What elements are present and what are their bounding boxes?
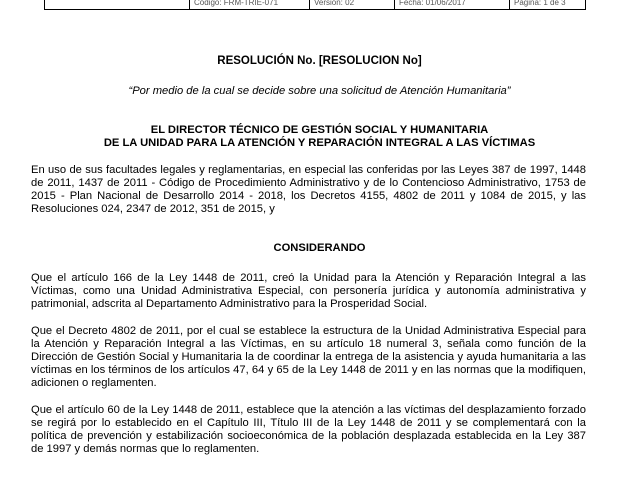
document-header-table	[44, 0, 586, 10]
director-heading	[31, 124, 586, 150]
facultades-paragraph: En uso de sus facultades legales y reglamentarias, en especial las conferidas por las Leyes 387 de 1997, 1448 de 2011, 1437 de 2011 - Código de Procedimiento Administrativo y de lo Contencioso Administrativo, 1753 de 2015 - Plan Nacional de Desarrollo 2014 - 2018, los Decretos 4155, 4802 de 2011 y 1084 de 2015, y las Resoluciones 024, 2347 de 2012, 351 de 2015, y	[31, 164, 586, 215]
considerando-paragraph: Que el Decreto 4802 de 2011, por el cual se establece la estructura de la Unidad Administrativa Especial para la Atención y Reparación Integral a las Víctimas, en su artículo 18 numeral 3, señala como función de la Dirección de Gestión Social y Humanitaria la de coordinar la entrega de la asistencia y ayuda humanitaria a las víctimas en los términos de los artículos 47, 64 y 65 de la Ley 1448 de 2011 y en las normas que la modifiquen, adicionen o reglamenten.	[31, 325, 586, 389]
header-cell-date: Fecha: 01/06/2017	[395, 0, 510, 9]
resolution-subtitle: “Por medio de la cual se decide sobre una solicitud de Atención Humanitaria”	[128, 85, 511, 97]
document-body	[31, 55, 586, 456]
header-cell-version: Versión: 02	[310, 0, 395, 9]
considerando-paragraph: Que el artículo 166 de la Ley 1448 de 2011, creó la Unidad para la Atención y Reparación Integral a las Víctimas, como una Unidad Administrativa Especial, con personería jurídica y autonomía administrativa y patrimonial, adscrita al Departamento Administrativo para la Prosperidad Social.	[31, 272, 586, 310]
director-heading-line-1: EL DIRECTOR TÉCNICO DE GESTIÓN SOCIAL Y HUMANITARIA	[150, 124, 489, 136]
resolution-title: RESOLUCIÓN No. [RESOLUCION No]	[217, 55, 422, 67]
considerando-paragraph: Que el artículo 60 de la Ley 1448 de 2011, establece que la atención a las víctimas del desplazamiento forzado se regirá por lo establecido en el Capítulo III, Título III de la Ley 1448 de 2011 y se complementará con la política de prevención y estabilización socioeconómica de la población desplazada establecida en la Ley 387 de 1997 y demás normas que lo reglamenten.	[31, 404, 586, 455]
director-heading-line-2: DE LA UNIDAD PARA LA ATENCIÓN Y REPARACIÓN INTEGRAL A LAS VÍCTIMAS	[103, 137, 536, 149]
header-cell-page: Página: 1 de 3	[514, 0, 566, 7]
considerando-heading: CONSIDERANDO	[273, 242, 366, 254]
header-cell-code: Código: FRM-TRIE-071	[190, 0, 310, 9]
header-cell-blank	[45, 0, 190, 9]
